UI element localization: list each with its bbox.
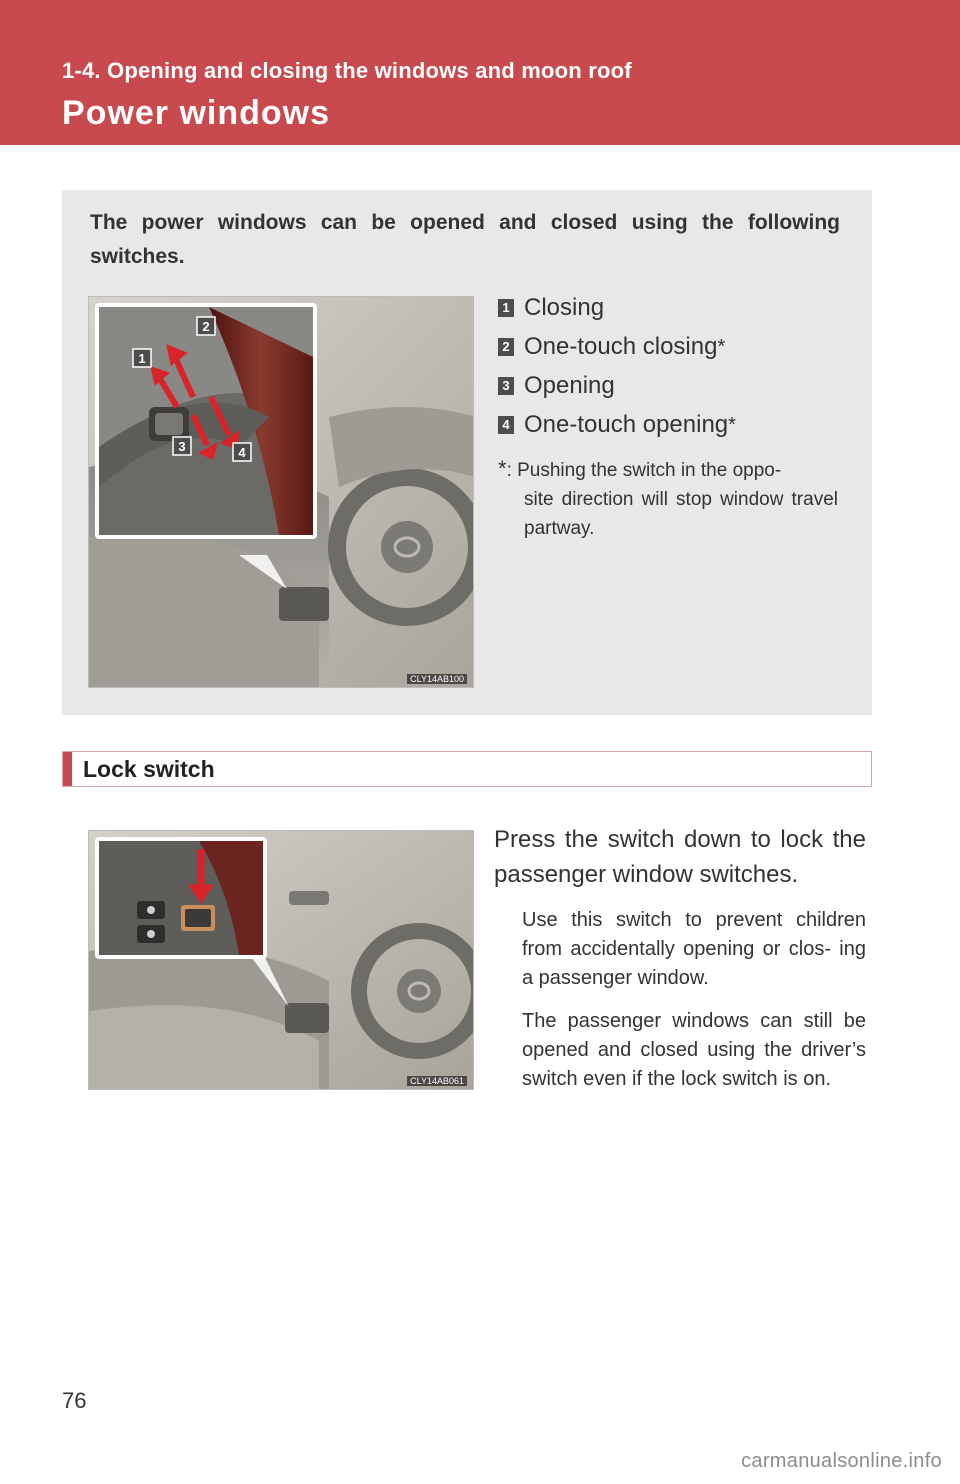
svg-text:3: 3 — [178, 439, 186, 454]
legend-item: 2 One-touch closing * — [498, 327, 858, 366]
footnote-line: : Pushing the switch in the oppo- — [506, 460, 782, 481]
intro-text: The power windows can be opened and closed using the following switches. — [90, 211, 840, 268]
legend-item: 4 One-touch opening * — [498, 405, 858, 444]
number-badge: 1 — [498, 299, 514, 317]
footnote — [498, 454, 838, 543]
footnote-mark: * — [498, 456, 507, 481]
lock-note-1: Use this switch to prevent children from accidentally opening or clos- ing a passenger window. — [522, 909, 866, 989]
footnote-continuation: site direction will stop window travel partway. — [524, 489, 838, 539]
svg-text:4: 4 — [238, 445, 246, 460]
number-badge: 4 — [498, 416, 514, 434]
power-window-switch-photo — [88, 296, 474, 688]
section-label: 1-4. Opening and closing the windows and moon roof — [62, 58, 632, 83]
watermark: carmanualsonline.info — [741, 1450, 942, 1472]
image-code: CLY14AB100 — [407, 674, 467, 684]
page-title: Power windows — [62, 94, 331, 132]
svg-text:2: 2 — [202, 319, 210, 334]
number-badge: 2 — [498, 338, 514, 356]
legend-label: Opening — [524, 371, 615, 399]
lock-switch-illustration — [89, 831, 474, 1090]
image-code: CLY14AB061 — [407, 1076, 467, 1086]
callout-1 — [133, 349, 151, 367]
lock-switch-title: Lock switch — [83, 756, 215, 782]
legend-item — [498, 288, 858, 327]
legend — [498, 288, 858, 444]
lock-note-2: The passenger windows can still be opened and closed using the driver’s switch even if the lock switch is on. — [522, 1010, 866, 1090]
legend-label: One-touch opening — [524, 410, 729, 438]
intro-box — [62, 190, 872, 715]
callout-3 — [173, 437, 191, 455]
heading-accent — [63, 752, 72, 786]
callout-4 — [233, 443, 251, 461]
callout-2 — [197, 317, 215, 335]
lock-switch-heading-bar — [62, 751, 872, 787]
page-number: 76 — [62, 1388, 87, 1413]
lock-switch-photo — [88, 830, 474, 1090]
number-badge: 3 — [498, 377, 514, 395]
lock-instruction: Press the switch down to lock the passenger window switches. — [494, 826, 866, 888]
svg-text:1: 1 — [138, 351, 146, 366]
door-interior-illustration — [89, 297, 474, 688]
legend-label: One-touch closing — [524, 332, 718, 360]
legend-item — [498, 366, 858, 405]
legend-label: Closing — [524, 293, 605, 321]
